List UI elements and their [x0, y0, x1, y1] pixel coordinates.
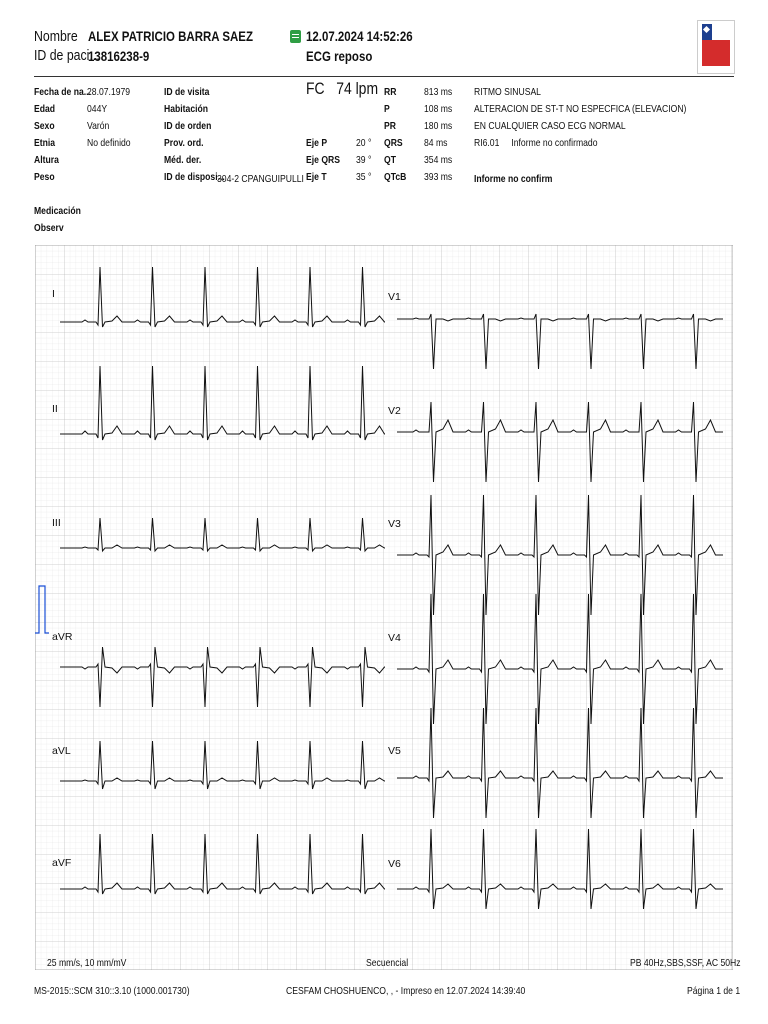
calendar-icon — [290, 30, 301, 43]
filter-settings: PB 40Hz,SBS,SSF, AC 50Hz — [630, 957, 741, 969]
lead-label-v5: V5 — [388, 745, 401, 757]
visit-info-labels: ID de visita Habitación ID de orden Prov. ord. Méd. der. ID de disposi... — [164, 86, 225, 183]
ecg-grid — [35, 245, 733, 970]
print-info: CESFAM CHOSHUENCO, , - Impreso en 12.07.2024 14:39:40 — [286, 985, 526, 997]
medication-label: Medicación — [34, 205, 81, 217]
interpretation-text: RITMO SINUSAL ALTERACION DE ST-T NO ESPECFICA (ELEVACION) EN CUALQUIER CASO ECG NORMAL RI6.01 Informe no confirmado — [474, 86, 687, 149]
lead-label-v6: V6 — [388, 858, 401, 870]
axis-values: 20 ° 39 ° 35 ° — [356, 137, 372, 183]
observation-label: Observ — [34, 222, 64, 234]
patient-info-labels: Fecha de na... Edad Sexo Etnia Altura Peso — [34, 86, 91, 183]
exam-datetime: 12.07.2024 14:52:26 — [306, 28, 413, 44]
patient-info-values: 28.07.1979 044Y Varón No definido — [87, 86, 131, 149]
axis-labels: Eje P Eje QRS Eje T — [306, 137, 340, 183]
lead-label-v1: V1 — [388, 291, 401, 303]
interval-values: 813 ms 108 ms 180 ms 84 ms 354 ms 393 ms — [424, 86, 453, 183]
lead-label-avr: aVR — [52, 631, 73, 643]
lead-label-v2: V2 — [388, 405, 401, 417]
lead-label-iii: III — [52, 517, 61, 529]
ministry-logo — [697, 20, 735, 74]
patient-id-value: 13816238-9 — [88, 48, 150, 64]
device-id-value: 304-2 CPANGUIPULLI — [217, 173, 304, 185]
patient-name-value: ALEX PATRICIO BARRA SAEZ — [88, 28, 253, 44]
paper-speed: 25 mm/s, 10 mm/mV — [47, 957, 127, 969]
lead-label-i: I — [52, 288, 55, 300]
lead-label-v4: V4 — [388, 632, 401, 644]
patient-id-label: ID de paci... — [34, 47, 100, 64]
lead-label-avl: aVL — [52, 745, 71, 757]
patient-name-label: Nombre — [34, 28, 78, 45]
heart-rate: FC 74 lpm — [306, 79, 379, 98]
acquisition-mode: Secuencial — [366, 957, 409, 969]
report-status: Informe no confirm — [474, 173, 553, 185]
lead-label-v3: V3 — [388, 518, 401, 530]
device-info: MS-2015::SCM 310::3.10 (1000.001730) — [34, 985, 190, 997]
lead-label-avf: aVF — [52, 857, 72, 869]
lead-label-ii: II — [52, 403, 58, 415]
exam-type: ECG reposo — [306, 48, 373, 64]
interval-labels: RR P PR QRS QT QTcB — [384, 86, 407, 183]
page-number: Página 1 de 1 — [687, 985, 741, 997]
